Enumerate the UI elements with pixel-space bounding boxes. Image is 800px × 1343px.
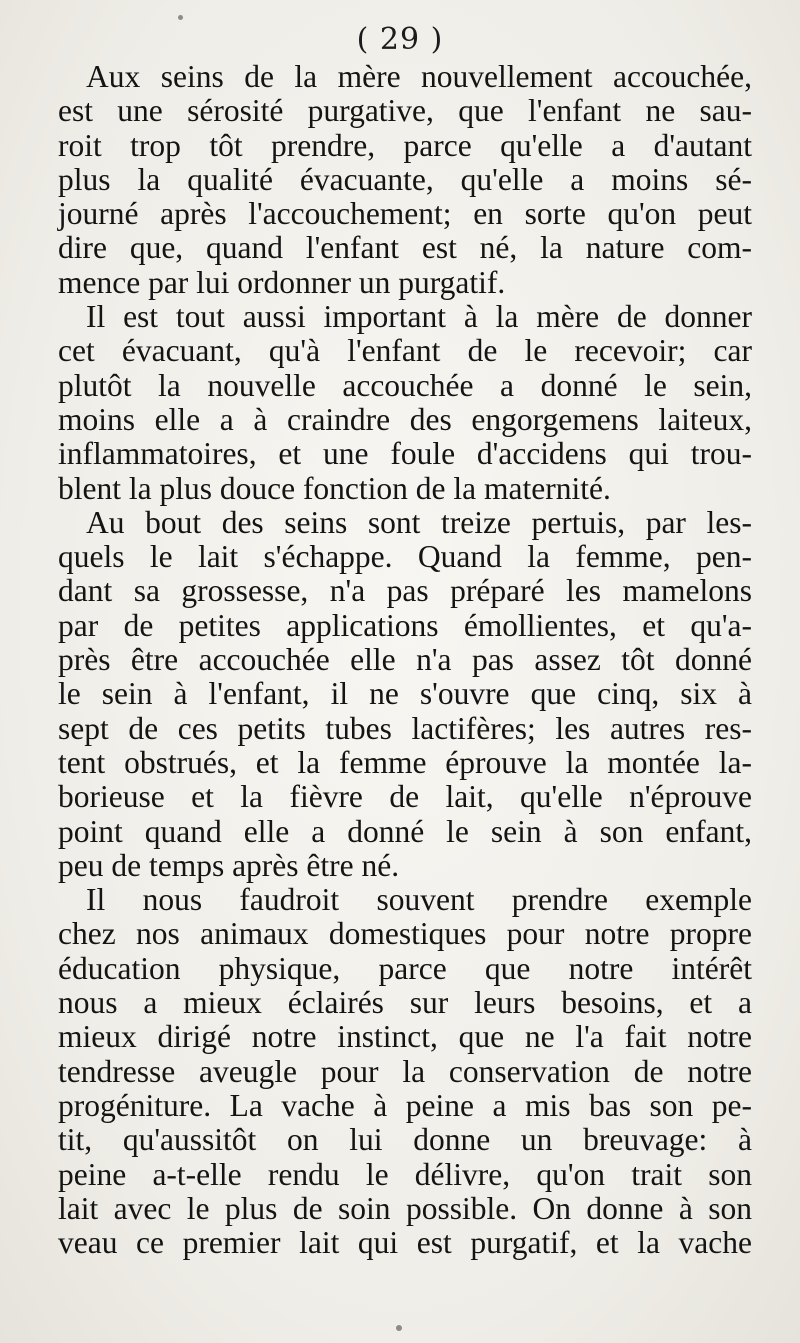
- text-line: cet évacuant, qu'à l'enfant de le recevoir; car: [58, 333, 752, 369]
- text-line: le sein à l'enfant, il ne s'ouvre que cinq, six à: [58, 676, 752, 712]
- text-line: Il nous faudroit souvent prendre exemple: [86, 882, 752, 918]
- paragraph: [58, 506, 752, 883]
- body-text: [58, 60, 752, 1260]
- text-line: inflammatoires, et une foule d'accidens qui trou-: [58, 436, 752, 472]
- text-line: Aux seins de la mère nouvellement accouchée,: [86, 59, 752, 94]
- text-line: moins elle a à craindre des engorgemens laiteux,: [58, 401, 752, 437]
- text-line: lait avec le plus de soin possible. On donne à son: [58, 1190, 752, 1226]
- text-line: chez nos animaux domestiques pour notre propre: [58, 916, 752, 952]
- text-line: tit, qu'aussitôt on lui donne un breuvage: à: [58, 1122, 752, 1158]
- text-line: par de petites applications émollientes, et qu'a-: [58, 607, 752, 643]
- text-line: veau ce premier lait qui est purgatif, et la vache: [58, 1225, 752, 1261]
- text-line: journé après l'accouchement; en sorte qu'on peut: [58, 196, 752, 232]
- text-line: blent la plus douce fonction de la maternité.: [58, 470, 611, 506]
- text-line: roit trop tôt prendre, parce qu'elle a d'autant: [58, 127, 752, 163]
- text-line: Au bout des seins sont treize pertuis, par les-: [86, 504, 752, 540]
- text-line: peu de temps après être né.: [58, 847, 400, 883]
- text-line: mieux dirigé notre instinct, que ne l'a fait notre: [58, 1019, 752, 1055]
- text-line: mence par lui ordonner un purgatif.: [58, 264, 506, 300]
- text-line: dant sa grossesse, n'a pas préparé les mamelons: [58, 573, 752, 609]
- paragraph: [58, 60, 752, 300]
- text-line: éducation physique, parce que notre intérêt: [58, 950, 752, 986]
- paragraph: [58, 883, 752, 1260]
- text-line: point quand elle a donné le sein à son enfant,: [58, 813, 752, 849]
- text-line: borieuse et la fièvre de lait, qu'elle n'éprouve: [58, 779, 752, 815]
- text-line: dire que, quand l'enfant est né, la nature com-: [58, 230, 752, 266]
- ink-speck: [396, 1325, 402, 1331]
- text-line: tent obstrués, et la femme éprouve la montée la-: [58, 744, 752, 780]
- text-line: peine a-t-elle rendu le délivre, qu'on trait son: [58, 1156, 752, 1192]
- page-number: ( 29 ): [356, 22, 444, 57]
- text-line: tendresse aveugle pour la conservation de notre: [58, 1053, 752, 1089]
- paragraph: [58, 300, 752, 506]
- text-line: quels le lait s'échappe. Quand la femme, pen-: [58, 539, 752, 575]
- text-line: plutôt la nouvelle accouchée a donné le sein,: [58, 367, 752, 403]
- text-line: progéniture. La vache à peine a mis bas son pe-: [58, 1087, 752, 1123]
- text-line: sept de ces petits tubes lactifères; les autres res-: [58, 710, 752, 746]
- text-line: près être accouchée elle n'a pas assez tôt donné: [58, 642, 752, 678]
- text-line: plus la qualité évacuante, qu'elle a moins sé-: [58, 161, 752, 197]
- text-line: nous a mieux éclairés sur leurs besoins, et a: [58, 985, 752, 1021]
- text-line: Il est tout aussi important à la mère de donner: [86, 299, 752, 335]
- ink-speck: [178, 15, 183, 20]
- text-line: est une sérosité purgative, que l'enfant ne sau-: [58, 93, 752, 129]
